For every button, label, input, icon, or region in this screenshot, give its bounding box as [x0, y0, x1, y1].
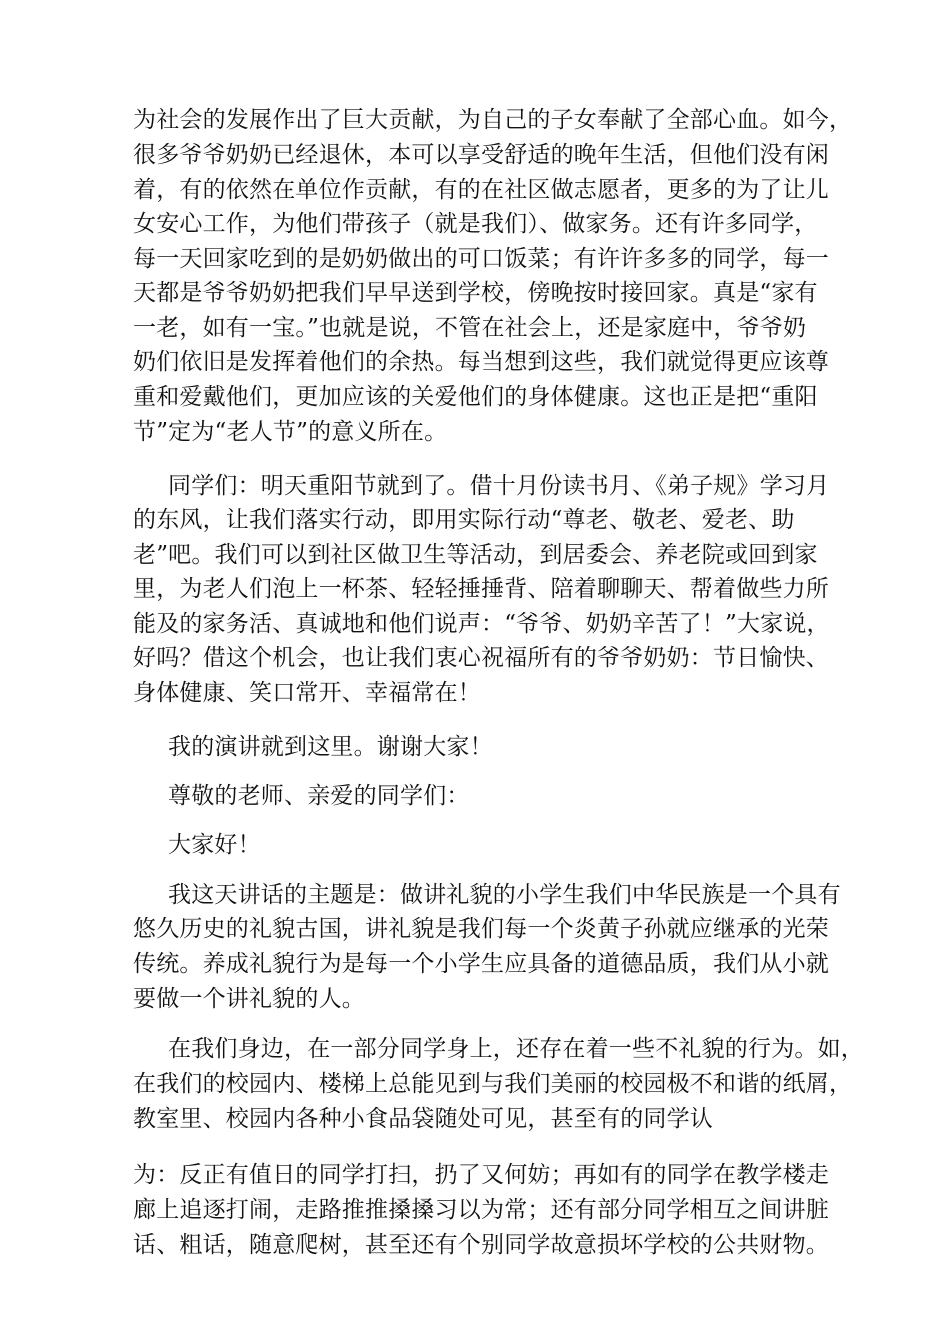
text-line: 身体健康、笑口常开、幸福常在！ [133, 680, 481, 706]
text-line: 老”吧。我们可以到社区做卫生等活动，到居委会、养老院或回到家 [133, 542, 818, 568]
text-line: 要做一个讲礼貌的人。 [133, 986, 365, 1012]
text-line: 好吗？借这个机会，也让我们衷心祝福所有的爷爷奶奶：节日愉快、 [133, 645, 829, 671]
text-line: 奶们依旧是发挥着他们的余热。每当想到这些，我们就觉得更应该尊 [133, 349, 829, 375]
text-line: 节”定为“老人节”的意义所在。 [133, 419, 448, 445]
text-line: 天都是爷爷奶奶把我们早早送到学校，傍晚按时接回家。真是“家有 [133, 280, 818, 306]
text-line: 为：反正有值日的同学打扫，扔了又何妨；再如有的同学在教学楼走 [133, 1162, 829, 1188]
text-line: 一老，如有一宝。”也就是说，不管在社会上，还是家庭中，爷爷奶 [133, 315, 807, 341]
text-line: 能及的家务活、真诚地和他们说声：“爷爷、奶奶辛苦了！”大家说， [133, 611, 830, 637]
paragraph-start-line: 大家好！ [168, 832, 261, 858]
text-line: 在我们的校园内、楼梯上总能见到与我们美丽的校园极不和谐的纸屑， [133, 1071, 853, 1097]
text-line: 廊上追逐打闹，走路推推搡搡习以为常；还有部分同学相互之间讲脏 [133, 1197, 829, 1223]
paragraph-start-line: 同学们：明天重阳节就到了。借十月份读书月、《弟子规》学习月 [168, 473, 830, 499]
text-line: 悠久历史的礼貌古国，讲礼貌是我们每一个炎黄子孙就应继承的光荣 [133, 916, 829, 942]
text-line: 为社会的发展作出了巨大贡献，为自己的子女奉献了全部心血。如今， [133, 107, 853, 133]
text-line: 教室里、校园内各种小食品袋随处可见，甚至有的同学认 [133, 1106, 713, 1132]
text-line: 重和爱戴他们，更加应该的关爱他们的身体健康。这也正是把“重阳 [133, 384, 818, 410]
text-line: 话、粗话，随意爬树，甚至还有个别同学故意损坏学校的公共财物。 [133, 1232, 829, 1258]
text-line: 每一天回家吃到的是奶奶做出的可口饭菜；有许许多多的同学，每一 [133, 246, 829, 272]
text-line: 着，有的依然在单位作贡献，有的在社区做志愿者，更多的为了让儿 [133, 177, 829, 203]
text-line: 里，为老人们泡上一杯茶、轻轻捶捶背、陪着聊聊天、帮着做些力所 [133, 576, 829, 602]
text-line: 传统。养成礼貌行为是每一个小学生应具备的道德品质，我们从小就 [133, 951, 829, 977]
paragraph-start-line: 我这天讲话的主题是：做讲礼貌的小学生我们中华民族是一个具有 [168, 882, 841, 908]
text-line: 的东风，让我们落实行动，即用实际行动“尊老、敬老、爱老、助 [133, 507, 795, 533]
paragraph-start-line: 我的演讲就到这里。谢谢大家！ [168, 734, 493, 760]
paragraph-start-line: 尊敬的老师、亲爱的同学们： [168, 783, 470, 809]
paragraph-start-line: 在我们身边，在一部分同学身上，还存在着一些不礼貌的行为。如， [168, 1036, 864, 1062]
text-line: 很多爷爷奶奶已经退休，本可以享受舒适的晚年生活，但他们没有闲 [133, 142, 829, 168]
text-line: 女安心工作，为他们带孩子（就是我们）、做家务。还有许多同学， [133, 211, 818, 237]
